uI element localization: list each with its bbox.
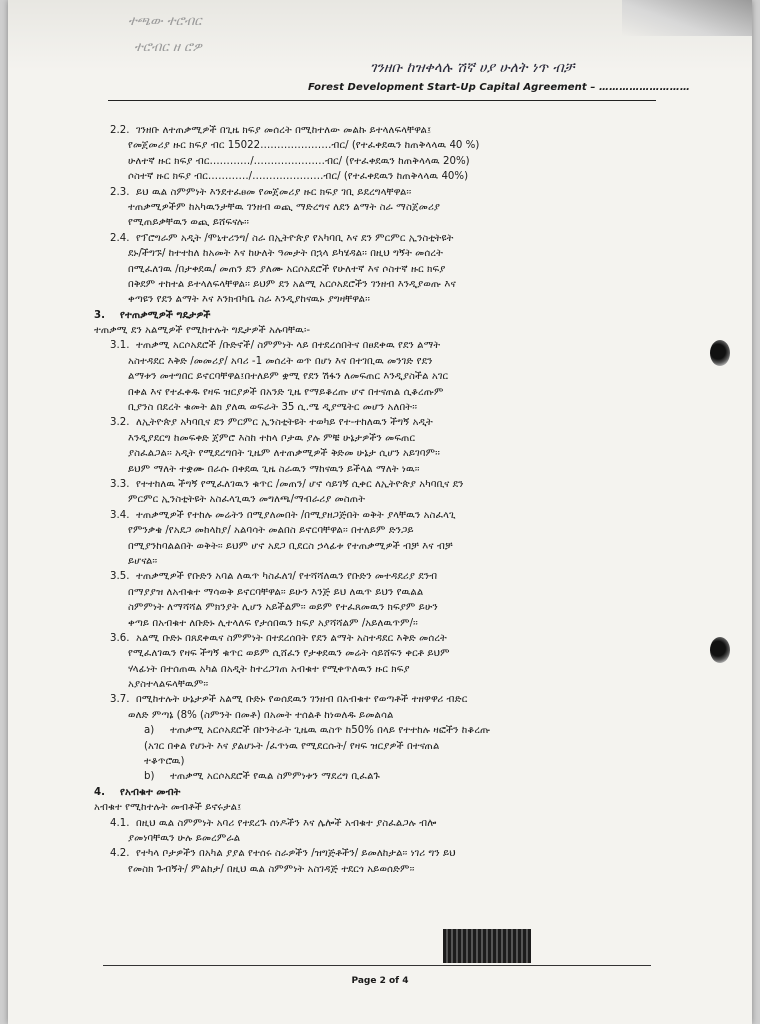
clause-text: ያመነባቸዉን ሁሉ ይመረምራል xyxy=(128,832,241,844)
clause-number: 2.2. xyxy=(110,125,130,136)
text-line xyxy=(94,846,654,861)
clause-text: ስምምነት ለማሻሻል ምክንያት ሊሆን አይችልም፡፡ ወይም የተፈጸመዉን ክፍያም ይሁን xyxy=(128,602,438,614)
text-line xyxy=(94,123,654,138)
footer-rule xyxy=(103,965,651,966)
clause-text: በዚህ ዉል ስምምነት አባሪ የተደረጉ ሰነዶችን እና ሌሎች አብቁተ ያስፈልጋሉ ብሎ xyxy=(136,817,437,829)
text-line xyxy=(94,739,654,754)
text-line xyxy=(94,446,654,461)
clause-text: ተጠቃሚ አርሶአደሮች በኮንትራት ጊዜዉ ዉስጥ ከ50% በላይ የተተከሉ ዛፎችን ከቆረጡ xyxy=(170,725,491,737)
page-number: Page 2 of 4 xyxy=(351,976,409,986)
clause-text: ቀጣዩን የደን ልማት እና እንክብካቤ ስራ እንዲያከናዉኑ ያግዛቸዋል፡፡ xyxy=(128,294,370,306)
text-line xyxy=(94,354,654,369)
text-line xyxy=(94,539,654,554)
clause-text: ተቆጥሮዉ) xyxy=(144,756,185,768)
clause-text: ገንዘቡ ለተጠቃሚዎች በጊዜ ክፍያ መሰረት በሚከተለው መልኩ ይተላለፍላቸዋል፤ xyxy=(136,125,432,136)
clause-text: በሚከተሉት ሁኔታዎች አልሚ ቡድኑ የወሰደዉን ገንዘብ በአብቁተ የወጣቶች ተዘዋዋሪ ብድር xyxy=(136,694,468,706)
text-line xyxy=(94,785,654,800)
clause-text: አልሚ ቡድኑ በጸደቀዉና ስምምነት በተደረሰበት የደን ልማት አስተዳደር እቅድ መሰረት xyxy=(136,632,447,644)
text-line xyxy=(94,723,654,738)
clause-text: ደኑ/ችግኙ/ ከተተከለ ከአመት እና ከሁለት ዓመታት በኋላ ይካሄዳል፡፡ በዚህ ግኝት መሰረት xyxy=(128,248,443,260)
clause-text: የመስክ ጉብኝት/ ምልከታ/ በዚህ ዉል ስምምነት አስገዳጅ ተደርጎ አይወሰድም፡፡ xyxy=(128,863,415,875)
clause-text: ይሆናል፡፡ xyxy=(128,555,158,567)
text-line xyxy=(94,138,654,153)
page-corner-shadow xyxy=(622,0,752,36)
clause-text: የተካላ ቦታዎችን በአካል ያያል የተሰሩ ስራዎችን /ዝግጅቶችን/ ይመለከታል፡፡ ነገሪ ግን ይህ xyxy=(136,848,456,860)
clause-text: ይህም ማለት ተቋሙ በራሱ በቀደዉ ጊዜ ስራዉን ማከናዉን ይችላል ማለት ነዉ፡፡ xyxy=(128,463,420,475)
header-dots: ……………………… xyxy=(599,82,690,93)
text-line xyxy=(94,262,654,277)
punch-hole xyxy=(710,637,730,663)
handwritten-note-line-1: ተጫው ተሮብር xyxy=(128,14,202,29)
text-line xyxy=(94,200,654,215)
clause-text: የፕሮግራም አዲት /ሞኒተሪንግ/ ስራ በኢትዮጵያ የአካባቢ እና ደን ምርምር ኢንስቲትዩት xyxy=(136,232,454,244)
clause-number: 3.6. xyxy=(110,632,130,644)
text-line xyxy=(94,677,654,692)
clause-text: ተጠቃሚ አርሶአደሮች /ቡድኖች/ ስምምነት ላይ በተደረሰበትና በፀደቀዉ የደን ልማት xyxy=(136,340,441,352)
text-line xyxy=(94,769,654,784)
text-line xyxy=(94,862,654,877)
clause-text: ይህ ዉል ስምምነት እንደተፈፀመ የመጀመሪያ ዙር ክፍያ ገቢ ይደረግላቸዋል፡፡ xyxy=(136,186,412,198)
clause-text: ተጠቃሚ አርሶአደሮች የዉል ስምምነቱን ማደረግ ቢፈልጉ xyxy=(170,771,380,783)
page-header xyxy=(308,82,690,93)
clause-text: ልማቱን መተግበር ይኖርባቸዋል፤በተለይም ቋሚ የደን ሽፋን ለመፍጠር እንዲያስችል አገር xyxy=(128,371,449,383)
text-line xyxy=(94,154,654,169)
text-line xyxy=(94,431,654,446)
text-line xyxy=(94,492,654,507)
header-rule xyxy=(108,100,656,101)
text-line xyxy=(94,277,654,292)
text-line xyxy=(94,231,654,246)
punch-hole xyxy=(710,340,730,366)
clause-text: የተጠቃሚዎች ግዴታዎች xyxy=(120,309,211,321)
text-line xyxy=(94,508,654,523)
clause-text: በሚያንከባልልበት ወቅት፡፡ ይህም ሆኖ አደጋ ቢደርስ ኃላፊቱ የተጠቃሚዎች ብቻ እና ብቻ xyxy=(128,540,453,552)
text-line xyxy=(94,292,654,307)
clause-text: በሚፈለገዉ /በታቀደዉ/ መጠን ደን ያለሙ አርሶአደሮች የሁለተኛ እና ሶስተኛ ዙር ክፍያ xyxy=(128,263,446,275)
clause-text: የሚፈለገዉን የዛፍ ችግኝ ቁጥር ወይም ሲሸፈን የታቀደዉን መሬት ሳይሸፍን ቀርቶ ይህም xyxy=(128,648,450,660)
clause-text: በቅደም ተከተል ይተላለፍላቸዋል፡፡ ይህም ደን አልሚ አርሶአደሮችን ገንዘብ እንዲያወጡ እና xyxy=(128,278,456,290)
text-line xyxy=(94,554,654,569)
clause-text: ሁለተኛ ዙር ክፍያ ብር…………/…………………ብር/ (የተፈቀደዉን ከጠቅላላዉ 20%) xyxy=(128,155,470,167)
text-line xyxy=(94,400,654,415)
clause-number: 3.4. xyxy=(110,509,130,521)
text-line xyxy=(94,385,654,400)
clause-text: አስተዳደር እቅድ /መመሪያ/ አባሪ -1 መሰረት ወጥ በሆነ እና በተገቢዉ መንገድ የደን xyxy=(128,355,433,367)
text-line xyxy=(94,477,654,492)
clause-text: የምንቃቄ /የአደጋ መከላከያ/ አልባሳት መልበስ ይኖርባቸዋል፡፡ በተለይም ድንጋይ xyxy=(128,525,414,537)
clause-number: 3.7. xyxy=(110,694,130,706)
text-line xyxy=(94,246,654,261)
clause-number: a) xyxy=(144,725,155,737)
clause-text: እንዲያደርግ ከመፍቀድ ጀምሮ እስከ ተከላ ቦታዉ ያሉ ምቹ ሁኔታዎችን መፍጠር xyxy=(128,432,416,444)
clause-text: ተጠቃሚዎችም ከአካዉንታቸዉ ገንዘብ ወጪ ማድረግና ለደን ልማት ስራ ማስጀመሪያ xyxy=(128,201,441,213)
text-line xyxy=(94,369,654,384)
clause-number: 3. xyxy=(94,309,105,321)
clause-text: ሃላፊነት በተሰጠዉ አካል በአዲት ከተረጋገጠ አብቁተ የሚቀጥለዉን ዙር ክፍያ xyxy=(128,663,410,675)
barcode-stamp xyxy=(443,929,531,963)
clause-text: አያስተላልፍላቸዉም፡፡ xyxy=(128,679,209,691)
clause-text: አብቁተ የሚከተሉት መብቶች ይኖሩታል፤ xyxy=(94,802,242,814)
clause-text: ወለድ ምጣኔ (8% (ስምንት በመቶ) በአመት ተሰልቶ ከነወለዱ ይመልሳል xyxy=(128,709,394,721)
text-line xyxy=(94,616,654,631)
text-line xyxy=(94,800,654,815)
clause-text: ቀጣይ በአብቁተ ለቡድኑ ሊተላለፍ የታሰበዉን ክፍያ አያሻሻልም /አይለዉጥም/፡፡ xyxy=(128,617,418,629)
clause-number: 4. xyxy=(94,786,105,798)
clause-text: በቀል እና የተፈቀዱ የዛፍ ዝርያዎች በአንድ ጊዜ የማይቆረጡ ሆኖ በተናጠል ሲቆረጡም xyxy=(128,386,444,398)
text-line xyxy=(94,338,654,353)
text-line xyxy=(94,831,654,846)
document-page xyxy=(8,0,752,1024)
clause-text: ቢያንስ በደረት ቁመት ልክ ያለዉ ወፍራት 35 ሲ.ሜ ዲያሜትር መሆን አለበት፡፡ xyxy=(128,402,417,414)
text-line xyxy=(94,308,654,323)
handwritten-note-line-2: ተሮብር ዘ ሮዎ xyxy=(134,40,202,55)
clause-number: 3.3. xyxy=(110,478,130,490)
text-line xyxy=(94,816,654,831)
text-line xyxy=(94,600,654,615)
text-line xyxy=(94,692,654,707)
clause-text: ተጠቃሚዎች የቡድን አባል ለዉጥ ካስፈለገ/ የተሻሻለዉን የቡድን መተዳደሪያ ደንብ xyxy=(136,571,438,583)
text-line xyxy=(94,462,654,477)
text-line xyxy=(94,169,654,184)
text-line xyxy=(94,754,654,769)
text-line xyxy=(94,631,654,646)
clause-number: 3.5. xyxy=(110,571,130,583)
clause-text: ተጠቃሚዎች የተከሉ መሬትን በሚያለመበት /በሚያዘጋጅበት ወቅት ያላቸዉን አስፈላጊ xyxy=(136,509,456,521)
text-line xyxy=(94,662,654,677)
text-line xyxy=(94,415,654,430)
text-line xyxy=(94,185,654,200)
clause-number: 2.4. xyxy=(110,232,130,244)
text-line xyxy=(94,646,654,661)
handwritten-amount-in-words: ገንዘቡ ከዝቀላሉ ሽኛ ሀያ ሁለት ነጥ ብቻ xyxy=(370,60,575,76)
clause-number: 4.2. xyxy=(110,848,130,860)
text-line xyxy=(94,708,654,723)
clause-text: ተጠቃሚ ደን አልሚዎች የሚከተሉት ግዴታዎች አሉባቸዉ፡- xyxy=(94,325,311,337)
text-line xyxy=(94,215,654,230)
clause-text: በማያያዝ ለአብቁተ ማሳወቅ ይኖርባቸዋል፡፡ ይሁን እንጅ ይህ ለዉጥ ይህን የዉልል xyxy=(128,586,424,598)
clause-text: (አገር በቀል የሆኑት እና ያልሆኑት /ፈጥነዉ የሚደርሱት/ የዛፍ ዝርያዎች በተናጠል xyxy=(144,740,440,752)
clause-text: የአብቁተ መብት xyxy=(120,786,181,798)
text-line xyxy=(94,569,654,584)
document-body xyxy=(94,123,654,877)
text-line xyxy=(94,523,654,538)
clause-text: የተተከለዉ ችግኝ የሚፈለገዉን ቁጥር /መጠን/ ሆኖ ሳይገኝ ሲቀር ለኢትዮጵያ አካባቢና ደን xyxy=(136,478,464,490)
clause-text: የመጀመሪያ ዙር ክፍያ ብር 15022…………………ብር/ (የተፈቀደዉን ከጠቅላላዉ 40 %) xyxy=(128,140,480,152)
clause-number: 3.2. xyxy=(110,417,130,429)
header-title: Forest Development Start-Up Capital Agreement – xyxy=(308,82,596,93)
clause-number: b) xyxy=(144,771,155,783)
clause-text: ለኢትዮጵያ አካባቢና ደን ምርምር ኢንስቲትዩት ተወካይ የተ-ተከለዉን ችግኝ አዲት xyxy=(136,417,433,429)
text-line xyxy=(94,323,654,338)
clause-number: 3.1. xyxy=(110,340,130,352)
clause-number: 2.3. xyxy=(110,186,130,198)
clause-text: ያስፈልጋል፡፡ አዲት የሚደረግበት ጊዜም ለተጠቃሚዎች ቅድመ ሁኔታ ሲሆን አይገባም፡፡ xyxy=(128,448,440,460)
clause-text: የሚጠይቃቸዉን ወጪ ይሸፍናሉ፡፡ xyxy=(128,217,249,229)
clause-text: ሶስተኛ ዙር ክፍያ ብር…………/…………………ብር/ (የተፈቀደዉን ከጠቅላላዉ 40%) xyxy=(128,171,469,183)
clause-text: ምርምር ኢንስቲትዩት አስፈላጊዉን መግለጫ/ማብራሪያ መስጠት xyxy=(128,494,366,506)
clause-number: 4.1. xyxy=(110,817,130,829)
text-line xyxy=(94,585,654,600)
